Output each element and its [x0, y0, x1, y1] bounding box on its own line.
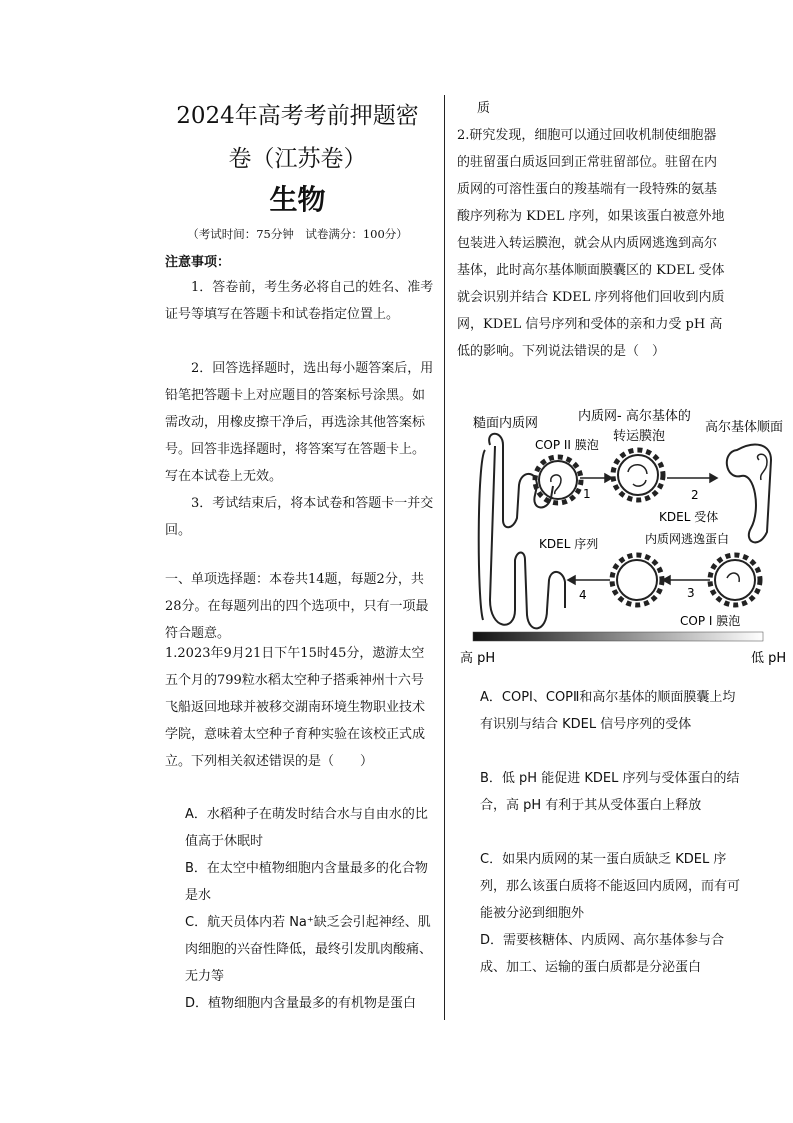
label-golgi-cis: 高尔基体顺面: [705, 420, 784, 435]
exam-info: （考试时间：75分钟 试卷满分：100分）: [187, 227, 408, 241]
exam-title-line2: 卷（江苏卷）: [228, 146, 367, 172]
golgi-protein: [758, 454, 767, 480]
label-high-ph: 高 pH: [460, 651, 496, 666]
question-1-option-c: C．航天员体内若 Na⁺缺乏会引起神经、肌肉细胞的兴奋性降低，最终引发肌肉酸痛、无力等: [185, 915, 433, 984]
notice-item-1: 1．答卷前，考生务必将自己的姓名、准考证号等填写在答题卡和试卷指定位置上。: [165, 280, 434, 322]
column-divider: [444, 95, 445, 1020]
rough-er-membrane: [489, 434, 565, 629]
copi-vesicle-right: [710, 555, 760, 605]
label-er-golgi-2: 转运膜泡: [613, 429, 666, 444]
notice-title: 注意事项：: [165, 255, 231, 270]
question-2-option-c: C．如果内质网的某一蛋白质缺乏 KDEL 序列，那么该蛋白质将不能返回内质网，而有可能被分泌到细胞外: [480, 852, 741, 921]
notice-item-2: 2．回答选择题时，选出每小题答案后，用铅笔把答题卡上对应题目的答案标号涂黑。如需改动，用橡皮擦干净后，再选涂其他答案标号。回答非选择题时，将答案写在答题卡上。写在本试卷上无效。: [165, 361, 434, 484]
label-escape-protein: 内质网逃逸蛋白: [645, 532, 730, 546]
label-kdel-receptor: KDEL 受体: [659, 510, 719, 524]
question-1-option-b: B．在太空中植物细胞内含量最多的化合物是水: [185, 861, 428, 903]
er-golgi-transport-vesicle: [613, 450, 663, 500]
step-1: 1: [583, 487, 591, 501]
step-2: 2: [691, 488, 699, 502]
step-4: 4: [579, 588, 587, 602]
kdel-recycling-figure: [455, 400, 793, 670]
question-1-option-d: D．植物细胞内含量最多的有机物是蛋白: [185, 996, 417, 1011]
section-heading: 一、单项选择题：本卷共14题，每题2分，共28分。在每题列出的四个选项中，只有一项最符合题意。: [165, 572, 429, 641]
question-2-stem: 2.研究发现，细胞可以通过回收机制使细胞器的驻留蛋白质返回到正常驻留部位。驻留在内质网的可溶性蛋白的羧基端有一段特殊的氨基酸序列称为 KDEL 序列，如果该蛋白被意外地包装进入转运膜泡，就会从内质网逃逸到高尔基体，此时高尔基体顺面膜囊区的 KDEL 受体就会识别并结合 KDEL 序列将他们回收到内质网，KDEL 信号序列和受体的亲和力受 pH 高低的影响。下列说法错误的是（ ）: [457, 128, 725, 359]
label-copii: COP II 膜泡: [535, 438, 599, 452]
question-1-option-a: A．水稻种子在萌发时结合水与自由水的比值高于休眠时: [185, 807, 428, 849]
label-rer: 糙面内质网: [473, 416, 539, 431]
label-low-ph: 低 pH: [751, 651, 787, 666]
question-2-option-a: A．COPⅠ、COPⅡ和高尔基体的顺面膜囊上均有识别与结合 KDEL 信号序列的受体: [480, 690, 736, 732]
exam-title-line1: 2024年高考考前押题密: [176, 103, 419, 129]
label-copi: COP I 膜泡: [680, 614, 741, 628]
rough-er-outer-membrane: [479, 450, 485, 620]
question-2-option-b: B．低 pH 能促进 KDEL 序列与受体蛋白的结合，高 pH 有利于其从受体蛋白上释放: [480, 771, 740, 813]
copii-vesicle: [535, 457, 581, 503]
golgi-cis-cisterna: [727, 445, 771, 543]
notice-item-3: 3．考试结束后，将本试卷和答题卡一并交回。: [165, 496, 434, 538]
question-2-option-d: D．需要核糖体、内质网、高尔基体参与合成、加工、运输的蛋白质都是分泌蛋白: [480, 933, 725, 975]
step-3: 3: [687, 586, 695, 600]
label-kdel-sequence: KDEL 序列: [539, 537, 599, 551]
ph-gradient-bar: [473, 632, 763, 641]
label-er-golgi-1: 内质网- 高尔基体的: [578, 409, 691, 424]
copi-vesicle-left: [612, 555, 662, 605]
question-1-stem: 1.2023年9月21日下午15时45分，遨游太空五个月的799粒水稻太空种子搭乘神州十六号飞船返回地球并被移交湖南环境生物职业技术学院，意味着太空种子育种实验在该校正式成立。下列相关叙述错误的是（ ）: [165, 646, 426, 769]
question-1-option-d-continued: 质: [477, 101, 491, 116]
subject-title: 生物: [269, 183, 326, 216]
